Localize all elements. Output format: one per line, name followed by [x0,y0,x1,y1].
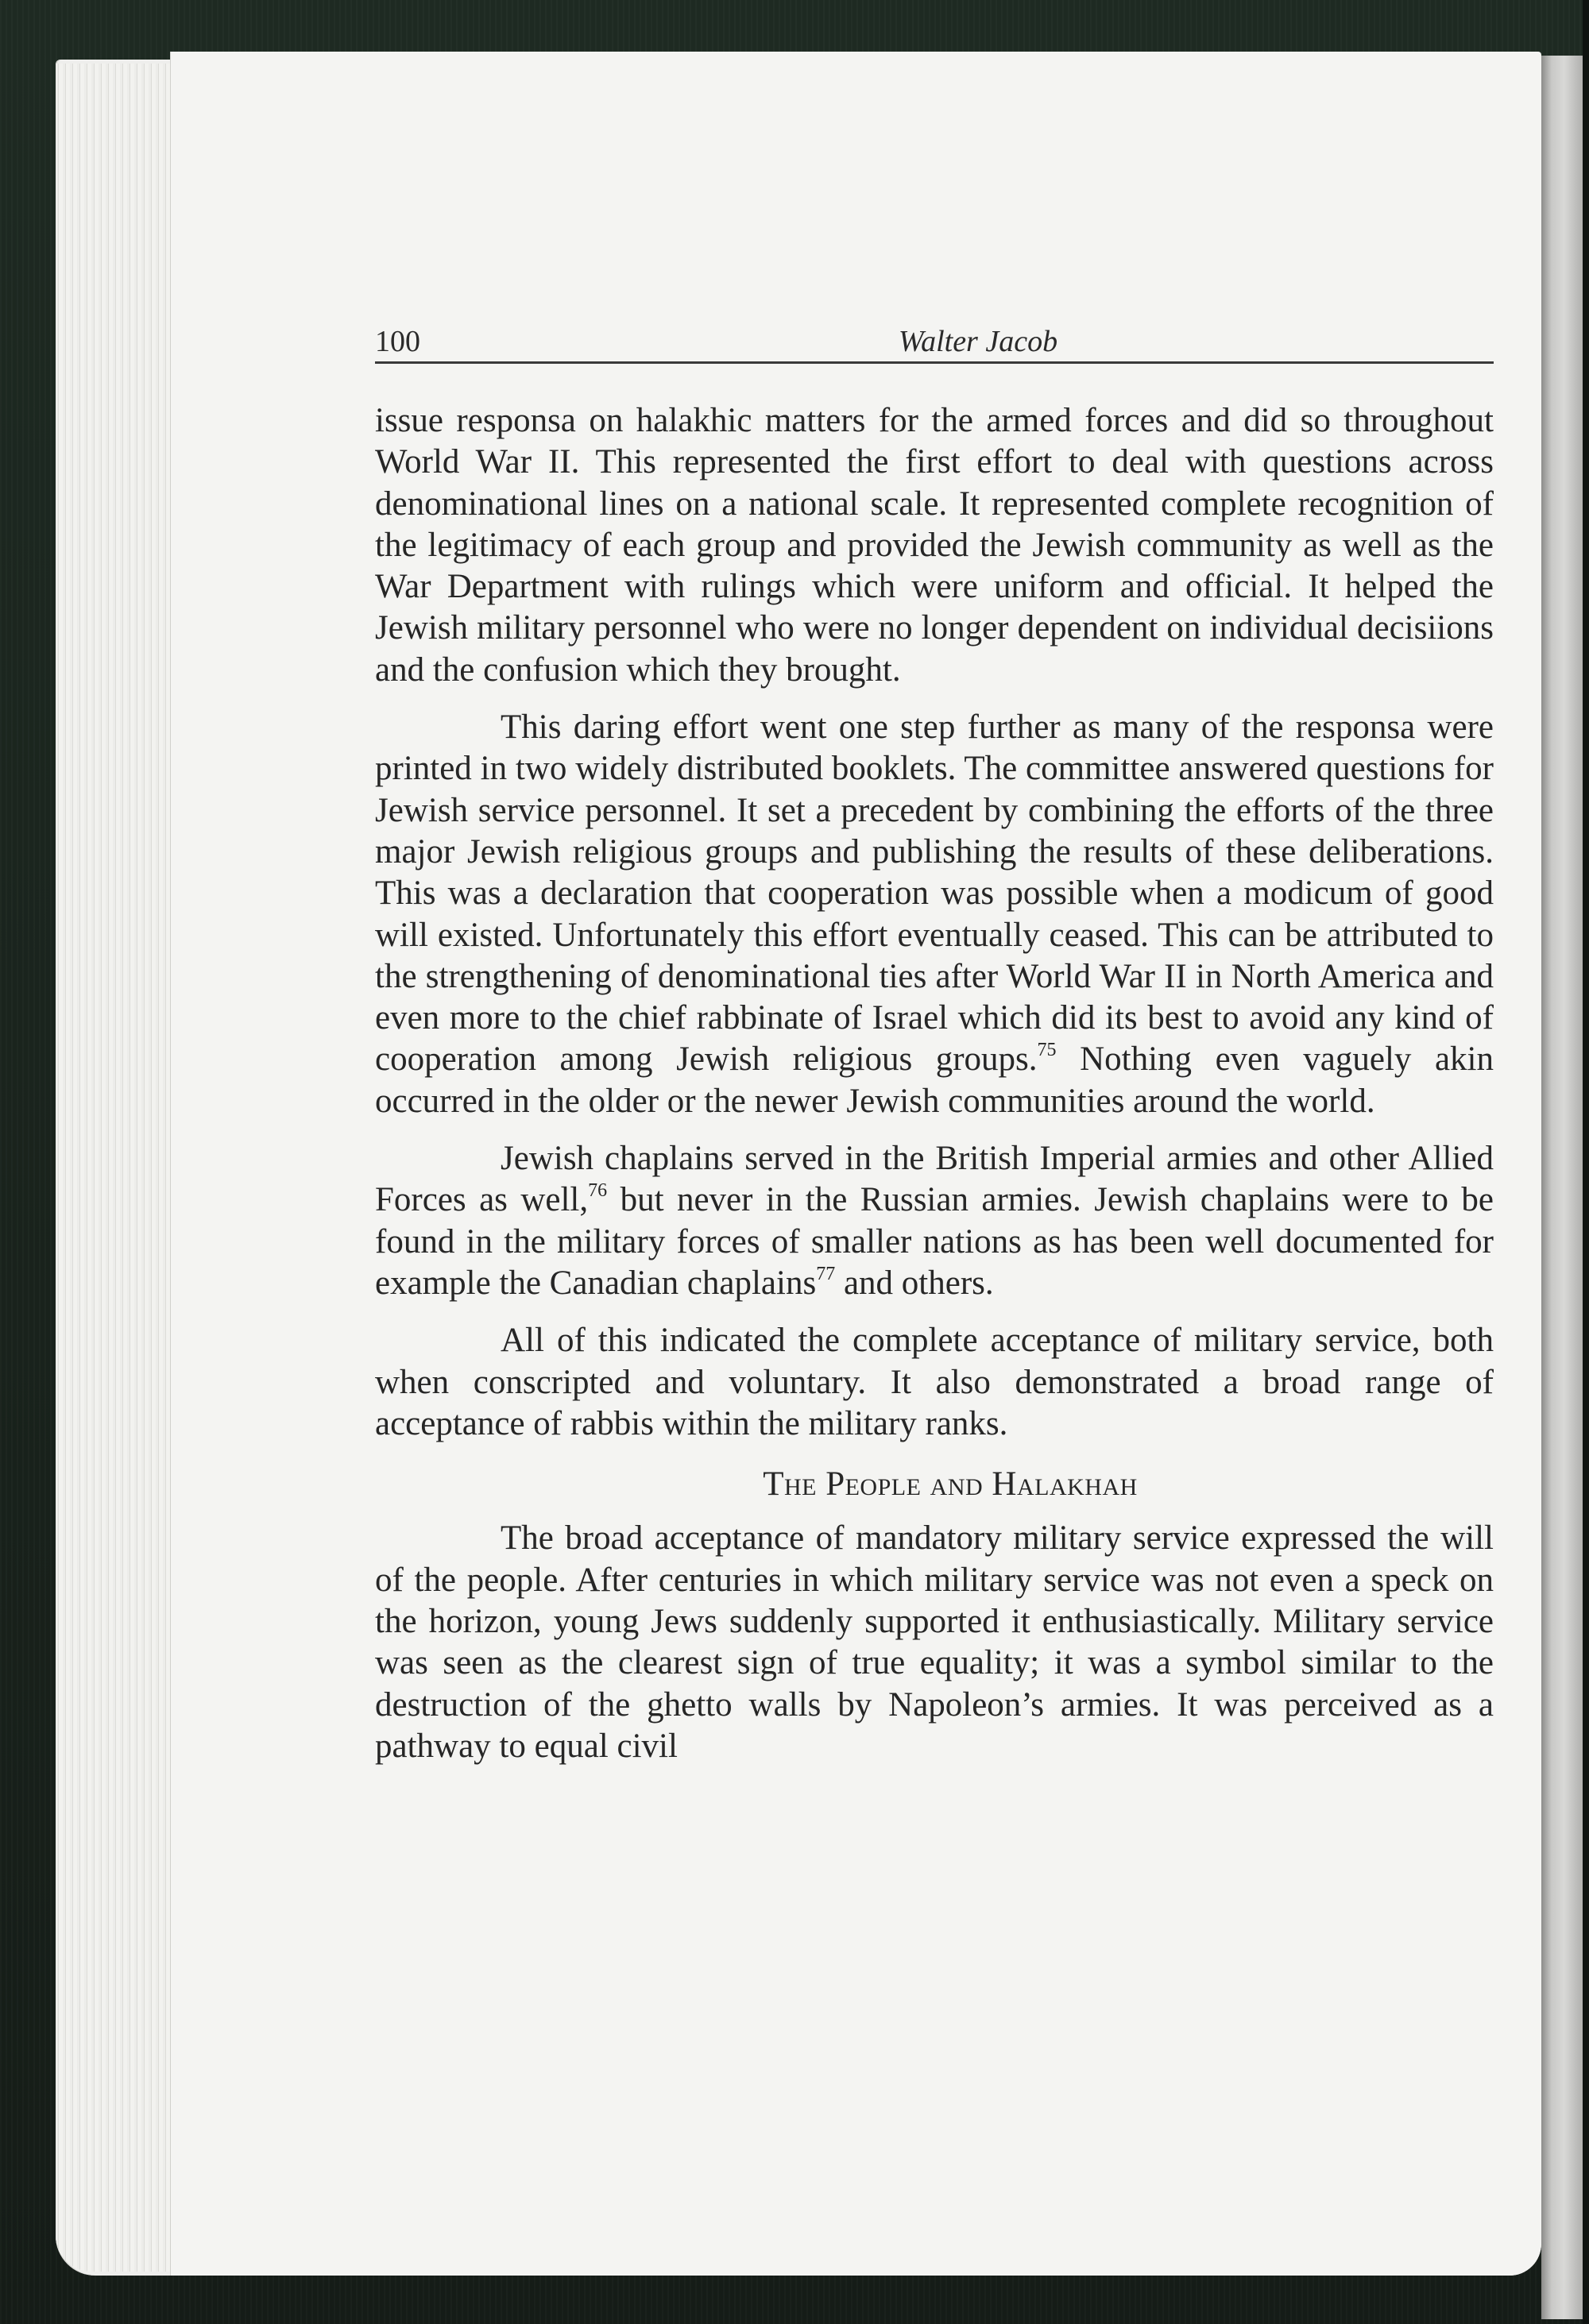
paragraph-1 [375,400,1494,691]
paragraph-text: Nothing even vaguely akin occurred in the older or the newer Jewish communities around the world. [375,1040,1494,1120]
page-number: 100 [375,325,420,358]
paragraph-text: and others. [835,1264,994,1302]
paragraph-text: The broad acceptance of mandatory military service expressed the will of the people. After centuries in which military service was not even a speck on the horizon, young Jews suddenly supported it enthusiastically. Military service was seen as the clearest sign of true equality; it was a symbol similar to the destruction of the ghetto walls by Napoleon’s armies. It was perceived as a pathway to equal civil [375,1519,1494,1765]
paragraph-2 [375,707,1494,1122]
paragraph-text: All of this indicated the complete acceptance of military service, both when conscripted and voluntary. It also demonstrated a broad range of acceptance of rabbis within the military ranks. [375,1322,1494,1442]
paragraph-text: but never in the Russian armies. Jewish chaplains were to be found in the military forces of smaller nations as has been well documented for example the Canadian chaplains [375,1181,1494,1302]
footnote-ref-77[interactable]: 77 [816,1263,836,1284]
section-heading: The People and Halakhah [763,1465,1138,1504]
paragraph-5 [375,1518,1494,1767]
footnote-ref-75[interactable]: 75 [1037,1040,1057,1061]
running-title: Walter Jacob [898,325,1058,358]
paragraph-text: issue responsa on halakhic matters for the armed forces and did so throughout World War II. This represented the first effort to deal with questions across denominational lines on a national scale. It represented complete recognition of the legitimacy of each group and provided the Jewish community as well as the War Department with rulings which were uniform and official. It helped the Jewish military personnel who were no longer dependent on individual decisiions and the confusion which they brought. [375,402,1494,689]
page-edges [56,64,175,2272]
header-rule [375,361,1494,364]
paragraph-text: This daring effort went one step further as many of the responsa were printed in two widely distributed booklets. The committee answered questions for Jewish service personnel. It set a precedent by combining the efforts of the three major Jewish religious groups and publishing the results of these deliberations. This was a declaration that cooperation was possible when a modicum of good will existed. Unfortunately this effort eventually ceased. This can be attributed to the strengthening of denominational ties after World War II in North America and even more to the chief rabbinate of Israel which did its best to avoid any kind of cooperation among Jewish religious groups. [375,708,1494,1079]
background-edge [1583,0,1589,2324]
footnote-ref-76[interactable]: 76 [588,1180,608,1202]
body-text [375,400,1494,1767]
running-header [375,318,1494,365]
paragraph-3 [375,1138,1494,1304]
paragraph-4 [375,1320,1494,1445]
paragraph-text: Jewish chaplains served in the British Imperial armies and other Allied Forces as well, [375,1140,1494,1219]
book-spine [1541,56,1583,2319]
